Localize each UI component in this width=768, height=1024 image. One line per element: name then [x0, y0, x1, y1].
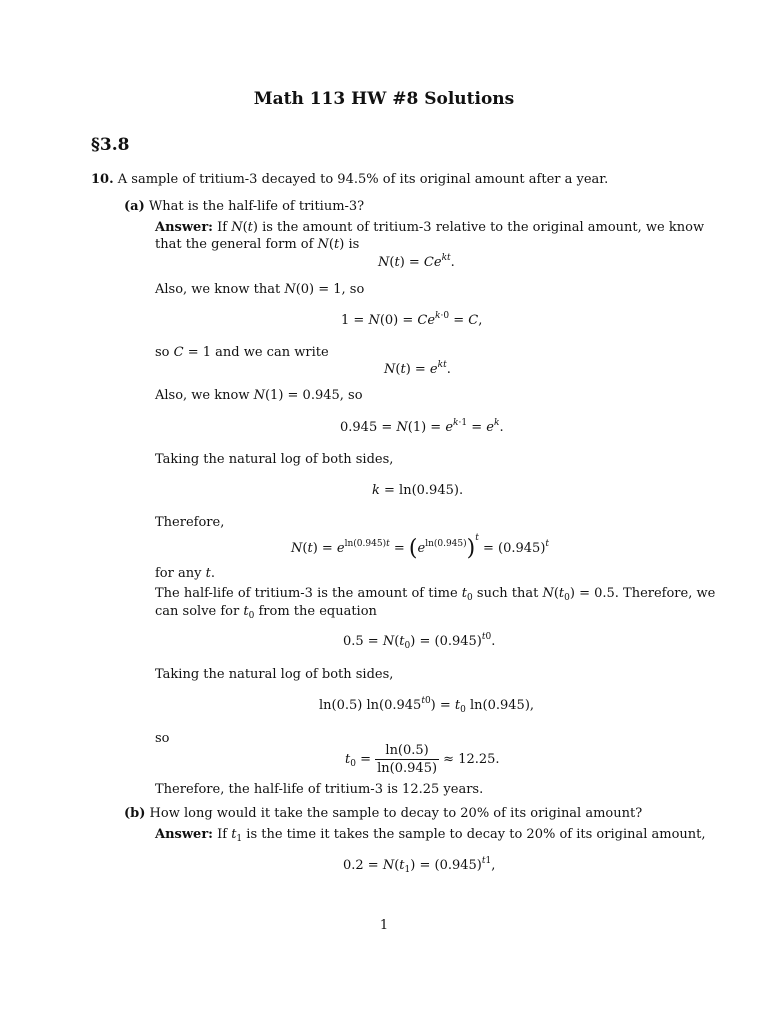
equation-general-form: $N(t) = Ce^{kt}$. [378, 253, 455, 270]
equation-log-both-sides: ln(0.5) $\ln(0.945^{t0}) = t_0$ ln(0.945), [319, 696, 535, 715]
part-b-question [124, 806, 642, 821]
equation-simplified: $N(t) = e^{kt}$. [384, 360, 451, 377]
part-a-text-11: Taking the natural log of both sides, [155, 667, 394, 682]
part-a-text-6: Taking the natural log of both sides, [155, 452, 394, 467]
equation-half-life: $0.5 = N(t_0) = (0.945)^{t0}$. [343, 632, 496, 651]
part-a-text-10: can solve for $t_0$ from the equation [155, 604, 377, 621]
page-number: 1 [379, 918, 389, 933]
part-b-answer-line-1: Answer: If $t_1$ is the time it takes the sample to decay to 20% of its original amount, [155, 827, 706, 844]
part-a-conclusion: Therefore, the half-life of tritium-3 is 12.25 years. [155, 782, 484, 797]
part-a-question [124, 199, 364, 214]
part-a-text-12: so [155, 731, 170, 746]
equation-t0-value: $t_0$ = $\frac{\ln(0.5)}{\ln(0.945)}$ ≈ 12.25. [345, 743, 500, 776]
fraction: $\frac{\ln(0.5)}{\ln(0.945)}$ [377, 743, 438, 776]
section-heading: §3.8 [91, 135, 130, 155]
part-a-text-7: Therefore, [155, 515, 225, 530]
problem-number: 10. [91, 172, 114, 187]
equation-n-of-t: $N(t) = e^{ln(0.945)t} = (e^{ln(0.945)})^t = (0.945)^t$ [291, 533, 550, 561]
part-a-answer-label: Answer: [155, 220, 213, 235]
part-b-answer-label: Answer: [155, 827, 213, 842]
part-a-text-9: The half-life of tritium-3 is the amount of time $t_0$ such that $N(t_0) = 0.5$. Therefore, we [155, 586, 716, 603]
part-a-answer-line-1: Answer: If N(t) is the amount of tritium-3 relative to the original amount, we know [155, 220, 705, 235]
part-b-label: (b) [124, 806, 146, 821]
equation-twenty-percent: $0.2 = N(t_1) = (0.945)^{t1}$, [343, 856, 496, 875]
part-a-answer-line-2: that the general form of N(t) is [155, 237, 360, 252]
part-a-text-3: Also, we know that N(0) = 1, so [155, 282, 365, 297]
part-a-question-text: What is the half-life of tritium-3? [148, 199, 365, 214]
equation-one-year: $0.945 = N(1) = e^{k\cdot 1} = e^k$. [340, 418, 504, 435]
part-a-text-8: for any t. [155, 566, 215, 581]
page-title: Math 113 HW #8 Solutions [253, 89, 515, 109]
part-b-question-text: How long would it take the sample to decay to 20% of its original amount? [149, 806, 643, 821]
part-a-text-5: Also, we know N(1) = 0.945, so [155, 388, 363, 403]
problem-text: A sample of tritium-3 decayed to 94.5% of its original amount after a year. [117, 172, 609, 187]
part-a-text-4: so C = 1 and we can write [155, 345, 329, 360]
equation-k-value: k = ln(0.945). [372, 483, 464, 498]
problem-statement [91, 172, 608, 187]
part-a-label: (a) [124, 199, 145, 214]
equation-initial-condition: $1 = N(0) = Ce^{k\cdot 0} = C$, [341, 311, 483, 328]
